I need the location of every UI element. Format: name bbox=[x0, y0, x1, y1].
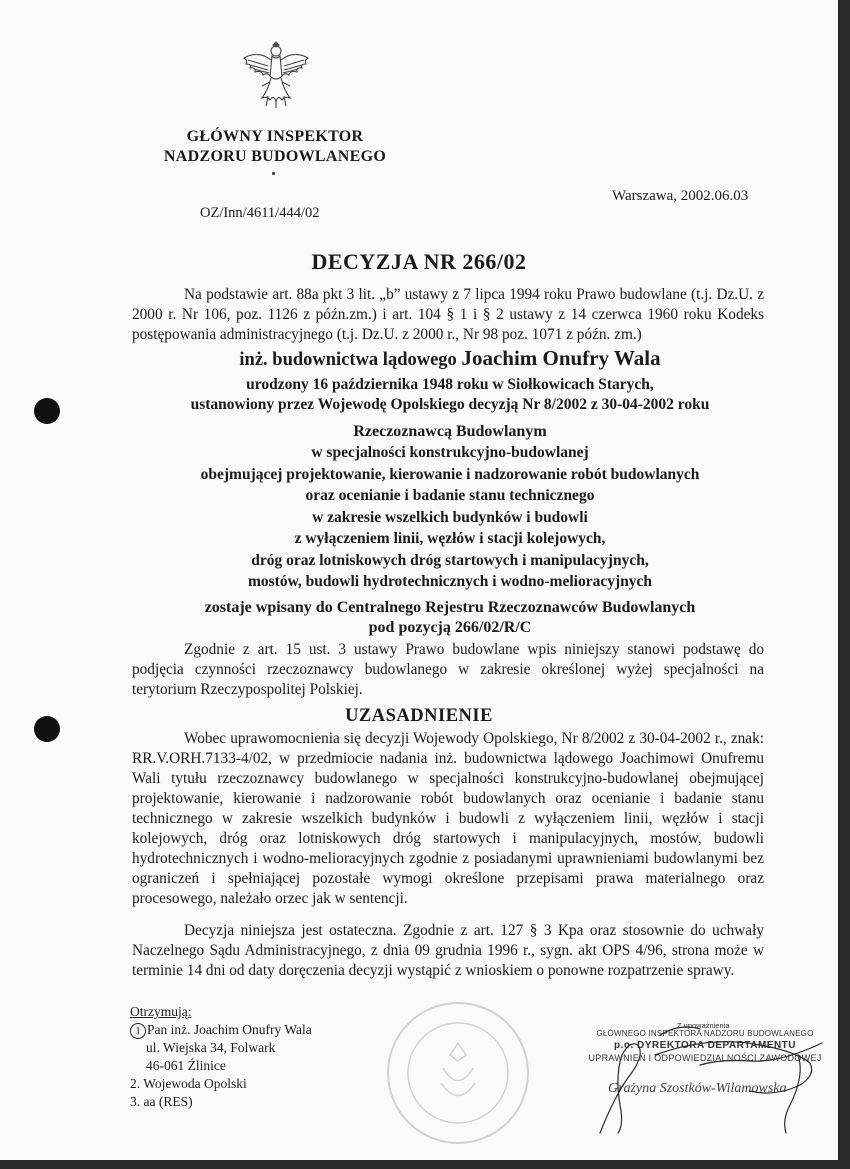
punch-hole-top bbox=[34, 398, 60, 424]
issuer-line-1: GŁÓWNY INSPEKTOR bbox=[186, 128, 364, 145]
document-date: Warszawa, 2002.06.03 bbox=[612, 188, 749, 204]
expert-appointment: ustanowiony przez Wojewodę Opolskiego decyzją Nr 8/2002 z 30-04-2002 roku bbox=[190, 396, 710, 413]
expert-name: Joachim Onufry Wala bbox=[461, 346, 661, 370]
issuer-line-2: NADZORU BUDOWLANEGO bbox=[163, 148, 387, 165]
decision-title: DECYZJA NR 266/02 bbox=[311, 249, 527, 274]
signer-name: Grażyna Szostków-Wilamowska bbox=[608, 1081, 787, 1096]
justification-heading: UZASADNIENIE bbox=[345, 706, 493, 726]
handwritten-signature-icon bbox=[560, 1015, 840, 1135]
registry-position: pod pozycją 266/02/R/C bbox=[368, 619, 532, 636]
recipient-item: 3. aa (RES) bbox=[130, 1094, 193, 1109]
recipient-item bbox=[130, 1021, 312, 1039]
expert-birth-info: urodzony 16 października 1948 roku w Siołkowicach Starych, bbox=[246, 376, 654, 393]
recipient-name: Pan inż. Joachim Onufry Wala bbox=[147, 1022, 312, 1037]
stamp-authorization: Z upoważnienia bbox=[677, 1021, 730, 1030]
ink-dot bbox=[272, 172, 275, 175]
scan-edge-right bbox=[838, 0, 850, 1169]
scope-line: dróg oraz lotniskowych dróg startowych i manipulacyjnych, bbox=[251, 552, 649, 569]
stamp-department: UPRAWNIEŃ I ODPOWIEDZIALNOŚCI ZAWODOWEJ bbox=[588, 1053, 822, 1063]
effect-paragraph: Zgodnie z art. 15 ust. 3 ustawy Prawo budowlane wpis niniejszy stanowi podstawę do podjęcia czynności rzeczoznawcy budowlanego w zakresie określonej wyżej specjalności na terytorium Rzeczypospolitej Polskiej. bbox=[132, 641, 764, 698]
official-seal-icon bbox=[383, 998, 533, 1148]
scope-line: w specjalności konstrukcyjno-budowlanej bbox=[311, 444, 589, 461]
scope-line: mostów, budowli hydrotechnicznych i wodno-melioracyjnych bbox=[247, 573, 653, 590]
expert-name-line bbox=[80, 346, 820, 372]
recipient-item: 2. Wojewoda Opolski bbox=[130, 1076, 247, 1091]
scope-line: w zakresie wszelkich budynków i budowli bbox=[312, 509, 588, 526]
scope-line: z wyłączeniem linii, węzłów i stacji kolejowych, bbox=[294, 530, 606, 547]
circled-number: 1 bbox=[130, 1023, 146, 1039]
stamp-position: p.o. DYREKTORA DEPARTAMENTU bbox=[613, 1040, 796, 1051]
emblem-eagle-icon bbox=[238, 36, 314, 112]
registry-entry-line: zostaje wpisany do Centralnego Rejestru Rzeczoznawców Budowlanych bbox=[204, 599, 696, 616]
expert-role: Rzeczoznawcą Budowlanym bbox=[353, 423, 547, 440]
justification-paragraph-1: Wobec uprawomocnienia się decyzji Wojewody Opolskiego, Nr 8/2002 z 30-04-2002 r., znak: RR.V.ORH.7133-4/02, w przedmiocie nadania inż. budownictwa lądowego Joachimowi Onufremu Wali tytułu rzeczoznawcy budowlanego w specjalności konstrukcyjno-budowlanej obejmującej projektowanie, kierowanie i nadzorowanie robót budowlanych oraz ocenianie i badanie stanu technicznego w zakresie wszelkich budynków i budowli z wyłączeniem linii, węzłów i stacji kolejowych, dróg oraz lotniskowych dróg startowych i manipulacyjnych, mostów, budowli hydrotechnicznych i wodno-melioracyjnych zgodnie z posiadanymi uprawnieniami budowlanymi bez ograniczeń i spełniającej pozostałe wymogi określone przepisami prawa materialnego oraz procesowego, należało orzec jak w sentencji. bbox=[132, 730, 764, 907]
recipients-header: Otrzymują: bbox=[130, 1004, 192, 1019]
recipient-address-line: 46-061 Źlinice bbox=[146, 1058, 226, 1073]
legal-basis-paragraph: Na podstawie art. 88a pkt 3 lit. „b” ustawy z 7 lipca 1994 roku Prawo budowlane (t.j. Dz.U. z 2000 r. Nr 106, poz. 1126 z późn.zm.) i art. 104 § 1 i § 2 ustawy z 14 czerwca 1960 roku Kodeks postępowania administracyjnego (t.j. Dz.U. z 2000 r., Nr 98 poz. 1071 z późn. zm.) bbox=[132, 286, 764, 343]
justification-paragraph-2: Decyzja niniejsza jest ostateczna. Zgodnie z art. 127 § 3 Kpa oraz stosownie do uchwały Naczelnego Sądu Administracyjnego, z dnia 09 grudnia 1996 r., sygn. akt OPS 4/96, strona może w terminie 14 dni od daty doręczenia decyzji wystąpić z wnioskiem o ponowne rozpatrzenie sprawy. bbox=[132, 922, 764, 979]
recipients-list bbox=[130, 1003, 312, 1111]
scope-line: oraz ocenianie i badanie stanu technicznego bbox=[305, 487, 595, 504]
scope-line: obejmującej projektowanie, kierowanie i nadzorowanie robót budowlanych bbox=[200, 466, 700, 483]
stamp-institution: GŁÓWNEGO INSPEKTORA NADZORU BUDOWLANEGO bbox=[596, 1029, 814, 1038]
scan-edge-bottom bbox=[0, 1160, 850, 1169]
expert-title: inż. budownictwa lądowego bbox=[239, 350, 462, 370]
reference-number: OZ/Inn/4611/444/02 bbox=[200, 205, 320, 221]
recipient-address-line: ul. Wiejska 34, Folwark bbox=[146, 1040, 276, 1055]
